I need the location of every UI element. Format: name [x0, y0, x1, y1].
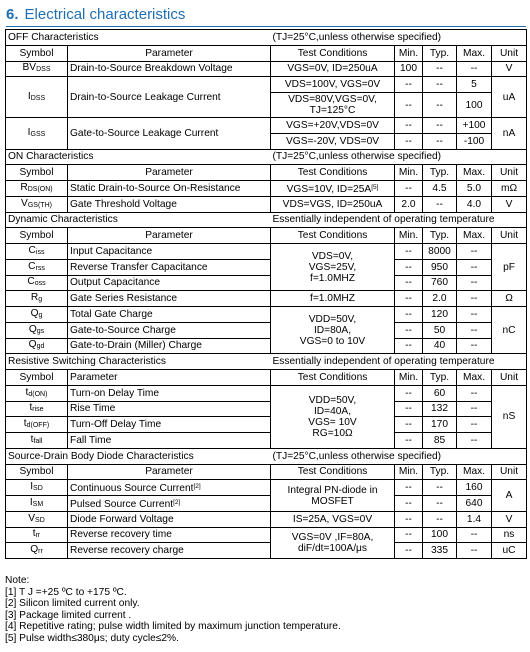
parameter — [68, 480, 271, 496]
header-row — [6, 370, 527, 386]
min: -- — [395, 433, 423, 449]
typ: 760 — [423, 275, 457, 291]
typ: 100 — [423, 527, 457, 543]
max: 160 — [457, 480, 492, 496]
col-min: Min. — [395, 370, 423, 386]
footnote-ref: [2] — [193, 483, 201, 491]
typ: 40 — [423, 338, 457, 354]
test-line: RG=10Ω — [312, 427, 353, 439]
symbol-cell — [6, 480, 68, 496]
symbol-sub: SM — [32, 500, 44, 508]
parameter: Total Gate Charge — [68, 307, 271, 323]
symbol-cell — [6, 496, 68, 512]
symbol-sub: SD — [33, 485, 43, 493]
symbol-sub: rss — [35, 264, 45, 272]
test-line: f=1.0MHZ — [310, 272, 356, 284]
max: -- — [457, 338, 492, 354]
symbol-cell — [6, 322, 68, 338]
symbol-sub: rr — [35, 532, 41, 540]
symbol: Q — [28, 339, 37, 351]
symbol-sub: DSS — [36, 66, 51, 74]
typ: -- — [423, 480, 457, 496]
col-min: Min. — [395, 228, 423, 244]
typ: -- — [423, 133, 457, 149]
symbol: Q — [28, 323, 37, 335]
test-line: Integral PN-diode in — [287, 484, 378, 496]
col-max: Max. — [457, 228, 492, 244]
min: -- — [395, 480, 423, 496]
typ: 2.0 — [423, 291, 457, 307]
typ: 170 — [423, 417, 457, 433]
parameter-text: Pulsed Source Current — [70, 498, 174, 510]
table-row — [6, 480, 527, 496]
table-row — [6, 385, 527, 401]
parameter: Gate-to-Source Leakage Current — [68, 118, 271, 150]
section-number: 6. — [6, 6, 19, 23]
parameter-text: Continuous Source Current — [70, 483, 194, 495]
symbol-cell — [6, 61, 68, 77]
symbol: V — [21, 197, 28, 209]
parameter: Fall Time — [68, 433, 271, 449]
symbol-sub: g — [38, 296, 43, 304]
typ: 50 — [423, 322, 457, 338]
unit: Ω — [492, 291, 527, 307]
col-test: Test Conditions — [271, 45, 395, 61]
parameter: Gate-to-Source Charge — [68, 322, 271, 338]
col-parameter: Parameter — [68, 165, 271, 181]
col-max: Max. — [457, 370, 492, 386]
symbol: C — [28, 260, 36, 272]
parameter: Diode Forward Voltage — [68, 511, 271, 527]
parameter: Static Drain-to-Source On-Resistance — [68, 181, 271, 197]
typ: -- — [423, 93, 457, 118]
max: 1.4 — [457, 511, 492, 527]
max: -- — [457, 275, 492, 291]
symbol-cell — [6, 433, 68, 449]
symbol-sub: fall — [33, 437, 43, 445]
symbol-sub: d(OFF) — [26, 422, 50, 430]
test-condition: VGS=+20V,VDS=0V — [271, 118, 395, 134]
table-row — [6, 118, 527, 134]
symbol-sub: gd — [36, 343, 45, 351]
symbol-sub: DS(ON) — [27, 185, 53, 193]
min: -- — [395, 338, 423, 354]
test-condition — [271, 527, 395, 559]
col-min: Min. — [395, 45, 423, 61]
max: 640 — [457, 496, 492, 512]
unit: uA — [492, 77, 527, 118]
parameter: Drain-to-Source Leakage Current — [68, 77, 271, 118]
off-section-row — [6, 30, 527, 46]
symbol-cell — [6, 244, 68, 260]
col-typ: Typ. — [423, 165, 457, 181]
footnote-ref: [5] — [371, 183, 379, 191]
test-line: diF/dt=100A/μs — [298, 542, 368, 554]
off-section-title: OFF Characteristics — [6, 30, 271, 46]
test-condition — [271, 244, 395, 291]
min: -- — [395, 527, 423, 543]
switching-section-row — [6, 354, 527, 370]
symbol-cell — [6, 196, 68, 212]
diode-section-row — [6, 448, 527, 464]
header-row — [6, 165, 527, 181]
table-row — [6, 61, 527, 77]
col-symbol: Symbol — [6, 165, 68, 181]
max: 4.0 — [457, 196, 492, 212]
unit: uC — [492, 543, 527, 559]
electrical-characteristics-table — [5, 29, 527, 559]
symbol: I — [30, 481, 34, 493]
col-parameter: Parameter — [68, 228, 271, 244]
max: 5 — [457, 77, 492, 93]
table-row — [6, 196, 527, 212]
dynamic-section-condition: Essentially independent of operating temperature — [271, 212, 527, 228]
note-line: [4] Repetitive rating; pulse width limited by maximum junction temperature. — [5, 621, 341, 633]
note-line: [1] T J =+25 ºC to +175 ºC. — [5, 586, 127, 598]
min: -- — [395, 181, 423, 197]
table-row — [6, 496, 527, 512]
symbol-sub: GSS — [30, 130, 46, 138]
symbol-cell — [6, 275, 68, 291]
note-line: [2] Silicon limited current only. — [5, 598, 140, 610]
test-line: VDS=80V,VGS=0V, — [288, 94, 377, 105]
parameter: Input Capacitance — [68, 244, 271, 260]
table-row — [6, 307, 527, 323]
symbol: I — [27, 90, 31, 102]
typ: 335 — [423, 543, 457, 559]
symbol-sub: rise — [32, 406, 44, 414]
min: 100 — [395, 61, 423, 77]
symbol-cell — [6, 291, 68, 307]
parameter: Rise Time — [68, 401, 271, 417]
symbol-cell — [6, 401, 68, 417]
col-min: Min. — [395, 464, 423, 480]
test-line: VDD=50V, — [308, 394, 357, 406]
test-line: VGS=25V, — [308, 261, 357, 273]
test-line: VGS=0V ,IF=80A, — [291, 531, 374, 543]
col-max: Max. — [457, 45, 492, 61]
symbol-sub: DSS — [30, 94, 46, 102]
section-heading — [6, 6, 185, 23]
col-min: Min. — [395, 165, 423, 181]
symbol-cell — [6, 511, 68, 527]
col-test: Test Conditions — [271, 228, 395, 244]
symbol-sub: SD — [35, 516, 45, 524]
symbol-sub: GS(TH) — [27, 201, 52, 209]
test-text: VGS=10V, ID=25A — [286, 183, 372, 195]
typ: 120 — [423, 307, 457, 323]
test-line: VGS=0 to 10V — [299, 335, 366, 347]
max: -- — [457, 322, 492, 338]
max: -100 — [457, 133, 492, 149]
typ: -- — [423, 61, 457, 77]
col-unit: Unit — [492, 370, 527, 386]
symbol-cell — [6, 385, 68, 401]
symbol: t — [29, 402, 33, 414]
dynamic-section-title: Dynamic Characteristics — [6, 212, 271, 228]
heading-underline — [6, 26, 526, 27]
symbol: I — [27, 126, 31, 138]
min: -- — [395, 385, 423, 401]
unit: nS — [492, 385, 527, 448]
table-row — [6, 291, 527, 307]
symbol: C — [27, 276, 35, 288]
table-row — [6, 244, 527, 260]
typ: 60 — [423, 385, 457, 401]
min: -- — [395, 244, 423, 260]
symbol-sub: g — [38, 311, 43, 319]
max: -- — [457, 259, 492, 275]
parameter: Reverse recovery time — [68, 527, 271, 543]
min: -- — [395, 93, 423, 118]
symbol: Q — [30, 307, 39, 319]
symbol: I — [29, 496, 33, 508]
typ: 85 — [423, 433, 457, 449]
min: -- — [395, 417, 423, 433]
max: -- — [457, 543, 492, 559]
max: +100 — [457, 118, 492, 134]
col-typ: Typ. — [423, 228, 457, 244]
col-test: Test Conditions — [271, 370, 395, 386]
min: -- — [395, 118, 423, 134]
parameter: Drain-to-Source Breakdown Voltage — [68, 61, 271, 77]
col-parameter: Parameter — [68, 370, 271, 386]
min: -- — [395, 259, 423, 275]
min: -- — [395, 543, 423, 559]
max: -- — [457, 527, 492, 543]
unit: V — [492, 61, 527, 77]
symbol-cell — [6, 307, 68, 323]
table-row — [6, 181, 527, 197]
col-parameter: Parameter — [68, 45, 271, 61]
parameter: Output Capacitance — [68, 275, 271, 291]
test-line: VDS=0V, — [311, 250, 354, 262]
max: -- — [457, 307, 492, 323]
test-condition: f=1.0MHZ — [271, 291, 395, 307]
col-test: Test Conditions — [271, 464, 395, 480]
max: -- — [457, 291, 492, 307]
table-row — [6, 322, 527, 338]
symbol-cell — [6, 338, 68, 354]
diode-section-title: Source-Drain Body Diode Characteristics — [6, 448, 271, 464]
col-unit: Unit — [492, 464, 527, 480]
min: -- — [395, 401, 423, 417]
test-condition — [271, 93, 395, 118]
unit: ns — [492, 527, 527, 543]
max: -- — [457, 244, 492, 260]
max: 100 — [457, 93, 492, 118]
symbol-sub: d(ON) — [28, 390, 48, 398]
max: -- — [457, 385, 492, 401]
parameter — [68, 496, 271, 512]
symbol-cell — [6, 417, 68, 433]
typ: -- — [423, 511, 457, 527]
typ: 132 — [423, 401, 457, 417]
symbol-sub: iss — [35, 248, 45, 256]
header-row — [6, 228, 527, 244]
unit: A — [492, 480, 527, 512]
min: -- — [395, 291, 423, 307]
symbol: R — [30, 292, 39, 304]
off-section-condition: (TJ=25°C,unless otherwise specified) — [271, 30, 527, 46]
max: -- — [457, 401, 492, 417]
col-parameter: Parameter — [68, 464, 271, 480]
table-row — [6, 417, 527, 433]
test-line: ID=40A, — [313, 405, 352, 417]
symbol-cell — [6, 181, 68, 197]
table-row — [6, 338, 527, 354]
col-unit: Unit — [492, 228, 527, 244]
max: -- — [457, 417, 492, 433]
note-line: [5] Pulse width≤380μs; duty cycle≤2%. — [5, 632, 179, 644]
symbol: t — [30, 433, 34, 445]
test-condition — [271, 307, 395, 354]
test-condition: VGS=-20V, VDS=0V — [271, 133, 395, 149]
typ: -- — [423, 196, 457, 212]
on-section-condition: (TJ=25°C,unless otherwise specified) — [271, 149, 527, 165]
min: -- — [395, 307, 423, 323]
parameter: Turn-Off Delay Time — [68, 417, 271, 433]
symbol: t — [23, 418, 27, 430]
symbol: BV — [22, 62, 37, 74]
typ: 4.5 — [423, 181, 457, 197]
symbol: Q — [30, 544, 39, 556]
col-max: Max. — [457, 464, 492, 480]
test-condition: VDS=100V, VGS=0V — [271, 77, 395, 93]
parameter: Reverse recovery charge — [68, 543, 271, 559]
test-condition: IS=25A, VGS=0V — [271, 511, 395, 527]
header-row — [6, 464, 527, 480]
symbol-sub: gs — [36, 327, 45, 335]
table-row — [6, 511, 527, 527]
test-condition — [271, 181, 395, 197]
test-line: ID=80A, — [313, 324, 352, 336]
unit: pF — [492, 244, 527, 291]
note-line: Note: — [5, 575, 30, 586]
symbol-cell — [6, 118, 68, 150]
unit: V — [492, 196, 527, 212]
test-line: TJ=125°C — [309, 105, 356, 116]
symbol-sub: oss — [34, 280, 46, 288]
unit: nC — [492, 307, 527, 354]
parameter: Gate-to-Drain (Miller) Charge — [68, 338, 271, 354]
parameter: Turn-on Delay Time — [68, 385, 271, 401]
max: -- — [457, 61, 492, 77]
symbol: C — [28, 244, 36, 256]
test-condition: VDS=VGS, ID=250uA — [271, 196, 395, 212]
col-unit: Unit — [492, 45, 527, 61]
col-symbol: Symbol — [6, 370, 68, 386]
notes — [5, 575, 341, 645]
header-row — [6, 45, 527, 61]
switching-section-title: Resistive Switching Characteristics — [6, 354, 271, 370]
test-line: VDD=50V, — [308, 313, 357, 325]
section-title: Electrical characteristics — [24, 6, 186, 23]
table-row — [6, 275, 527, 291]
footnote-ref: [2] — [173, 498, 181, 506]
min: -- — [395, 322, 423, 338]
unit: nA — [492, 118, 527, 150]
parameter: Gate Threshold Voltage — [68, 196, 271, 212]
symbol-sub: rr — [38, 548, 43, 556]
note-line: [3] Package limited current . — [5, 609, 132, 621]
symbol-cell — [6, 527, 68, 543]
typ: -- — [423, 77, 457, 93]
dynamic-section-row — [6, 212, 527, 228]
parameter: Reverse Transfer Capacitance — [68, 259, 271, 275]
typ: 950 — [423, 259, 457, 275]
col-max: Max. — [457, 165, 492, 181]
symbol: t — [25, 386, 29, 398]
col-typ: Typ. — [423, 370, 457, 386]
typ: -- — [423, 118, 457, 134]
test-line: VGS= 10V — [308, 416, 357, 428]
min: 2.0 — [395, 196, 423, 212]
on-section-title: ON Characteristics — [6, 149, 271, 165]
max: 5.0 — [457, 181, 492, 197]
col-symbol: Symbol — [6, 45, 68, 61]
col-test: Test Conditions — [271, 165, 395, 181]
test-condition — [271, 385, 395, 448]
col-unit: Unit — [492, 165, 527, 181]
table-row — [6, 433, 527, 449]
symbol: V — [28, 512, 36, 524]
min: -- — [395, 496, 423, 512]
col-typ: Typ. — [423, 45, 457, 61]
min: -- — [395, 133, 423, 149]
switching-section-condition: Essentially independent of operating temperature — [271, 354, 527, 370]
min: -- — [395, 511, 423, 527]
symbol-cell — [6, 77, 68, 118]
typ: -- — [423, 496, 457, 512]
test-line: MOSFET — [311, 495, 354, 507]
diode-section-condition: (TJ=25°C,unless otherwise specified) — [271, 448, 527, 464]
unit: mΩ — [492, 181, 527, 197]
table-row — [6, 401, 527, 417]
parameter: Gate Series Resistance — [68, 291, 271, 307]
min: -- — [395, 275, 423, 291]
col-symbol: Symbol — [6, 228, 68, 244]
typ: 8000 — [423, 244, 457, 260]
on-section-row — [6, 149, 527, 165]
symbol-cell — [6, 259, 68, 275]
table-row — [6, 77, 527, 93]
table-row — [6, 259, 527, 275]
symbol: t — [32, 528, 36, 540]
col-symbol: Symbol — [6, 464, 68, 480]
max: -- — [457, 433, 492, 449]
symbol-cell — [6, 543, 68, 559]
test-condition — [271, 480, 395, 512]
col-typ: Typ. — [423, 464, 457, 480]
unit: V — [492, 511, 527, 527]
min: -- — [395, 77, 423, 93]
test-condition: VGS=0V, ID=250uA — [271, 61, 395, 77]
symbol: R — [20, 181, 28, 193]
table-row — [6, 527, 527, 543]
table-row — [6, 543, 527, 559]
